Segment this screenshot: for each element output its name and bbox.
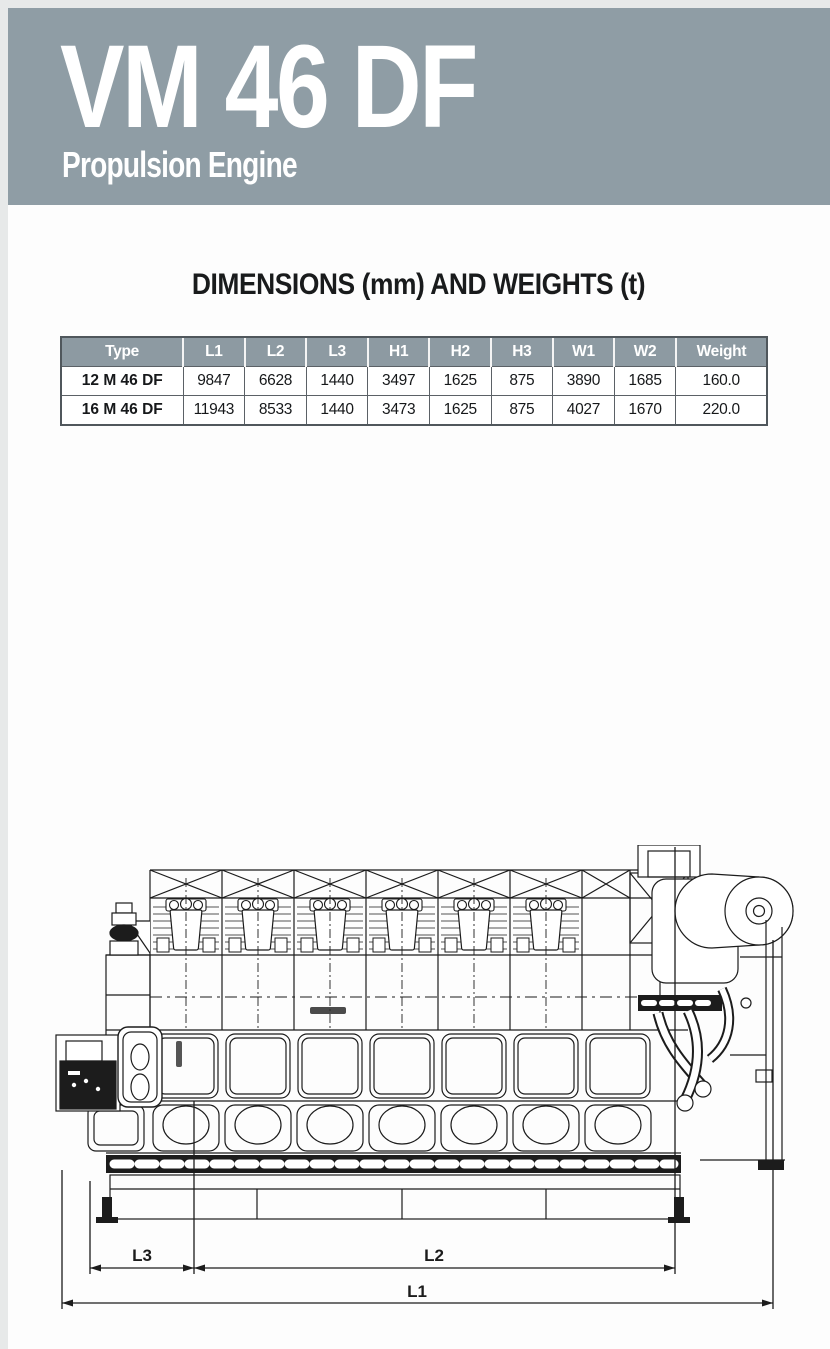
exhaust-piping (638, 989, 729, 1111)
column-header-h2: H2 (429, 338, 491, 366)
table-body (62, 366, 766, 424)
header-banner (8, 8, 830, 205)
cell-l3: 1440 (306, 395, 368, 424)
cell-w1: 3890 (553, 366, 615, 395)
cell-weight: 220.0 (676, 395, 766, 424)
base-frame (96, 1175, 690, 1223)
dimensions-table (62, 338, 766, 424)
column-header-l2: L2 (245, 338, 307, 366)
cell-l3: 1440 (306, 366, 368, 395)
cell-l1: 11943 (183, 395, 245, 424)
column-header-h3: H3 (491, 338, 553, 366)
cell-weight: 160.0 (676, 366, 766, 395)
cell-type: 16 M 46 DF (62, 395, 183, 424)
flange-band (106, 1155, 681, 1173)
engine-subtitle: Propulsion Engine (62, 144, 297, 185)
column-header-h1: H1 (368, 338, 430, 366)
table-row (62, 395, 766, 424)
table-header-row (62, 338, 766, 366)
dimensions-table-frame (60, 336, 768, 426)
cell-h2: 1625 (429, 395, 491, 424)
cell-h1: 3473 (368, 395, 430, 424)
table-row (62, 366, 766, 395)
section-title: DIMENSIONS (mm) AND WEIGHTS (t) (192, 268, 646, 301)
datasheet-page (8, 8, 830, 1349)
cell-h3: 875 (491, 366, 553, 395)
cell-l1: 9847 (183, 366, 245, 395)
dimension-label-l1: L1 (407, 1282, 427, 1301)
cell-type: 12 M 46 DF (62, 366, 183, 395)
dimension-line-l2 (194, 1265, 675, 1272)
left-end-assembly (56, 903, 162, 1111)
cell-h1: 3497 (368, 366, 430, 395)
cell-w2: 1685 (614, 366, 676, 395)
section-title-row (8, 268, 830, 302)
cell-h3: 875 (491, 395, 553, 424)
crankcase-doors (88, 1105, 651, 1151)
column-header-weight: Weight (676, 338, 766, 366)
dimension-line-l3 (90, 1265, 194, 1272)
engine-drawing (40, 845, 820, 1339)
cell-w2: 1670 (614, 395, 676, 424)
column-header-l1: L1 (183, 338, 245, 366)
cell-h2: 1625 (429, 366, 491, 395)
dimension-label-l2: L2 (424, 1246, 444, 1265)
dimension-label-l3: L3 (132, 1246, 152, 1265)
column-header-l3: L3 (306, 338, 368, 366)
engine-model-title: VM 46 DF (60, 21, 476, 153)
column-header-w2: W2 (614, 338, 676, 366)
column-header-type: Type (62, 338, 183, 366)
cell-w1: 4027 (553, 395, 615, 424)
cell-l2: 6628 (245, 366, 307, 395)
camshaft-covers (154, 1034, 650, 1098)
column-header-w1: W1 (553, 338, 615, 366)
cell-l2: 8533 (245, 395, 307, 424)
